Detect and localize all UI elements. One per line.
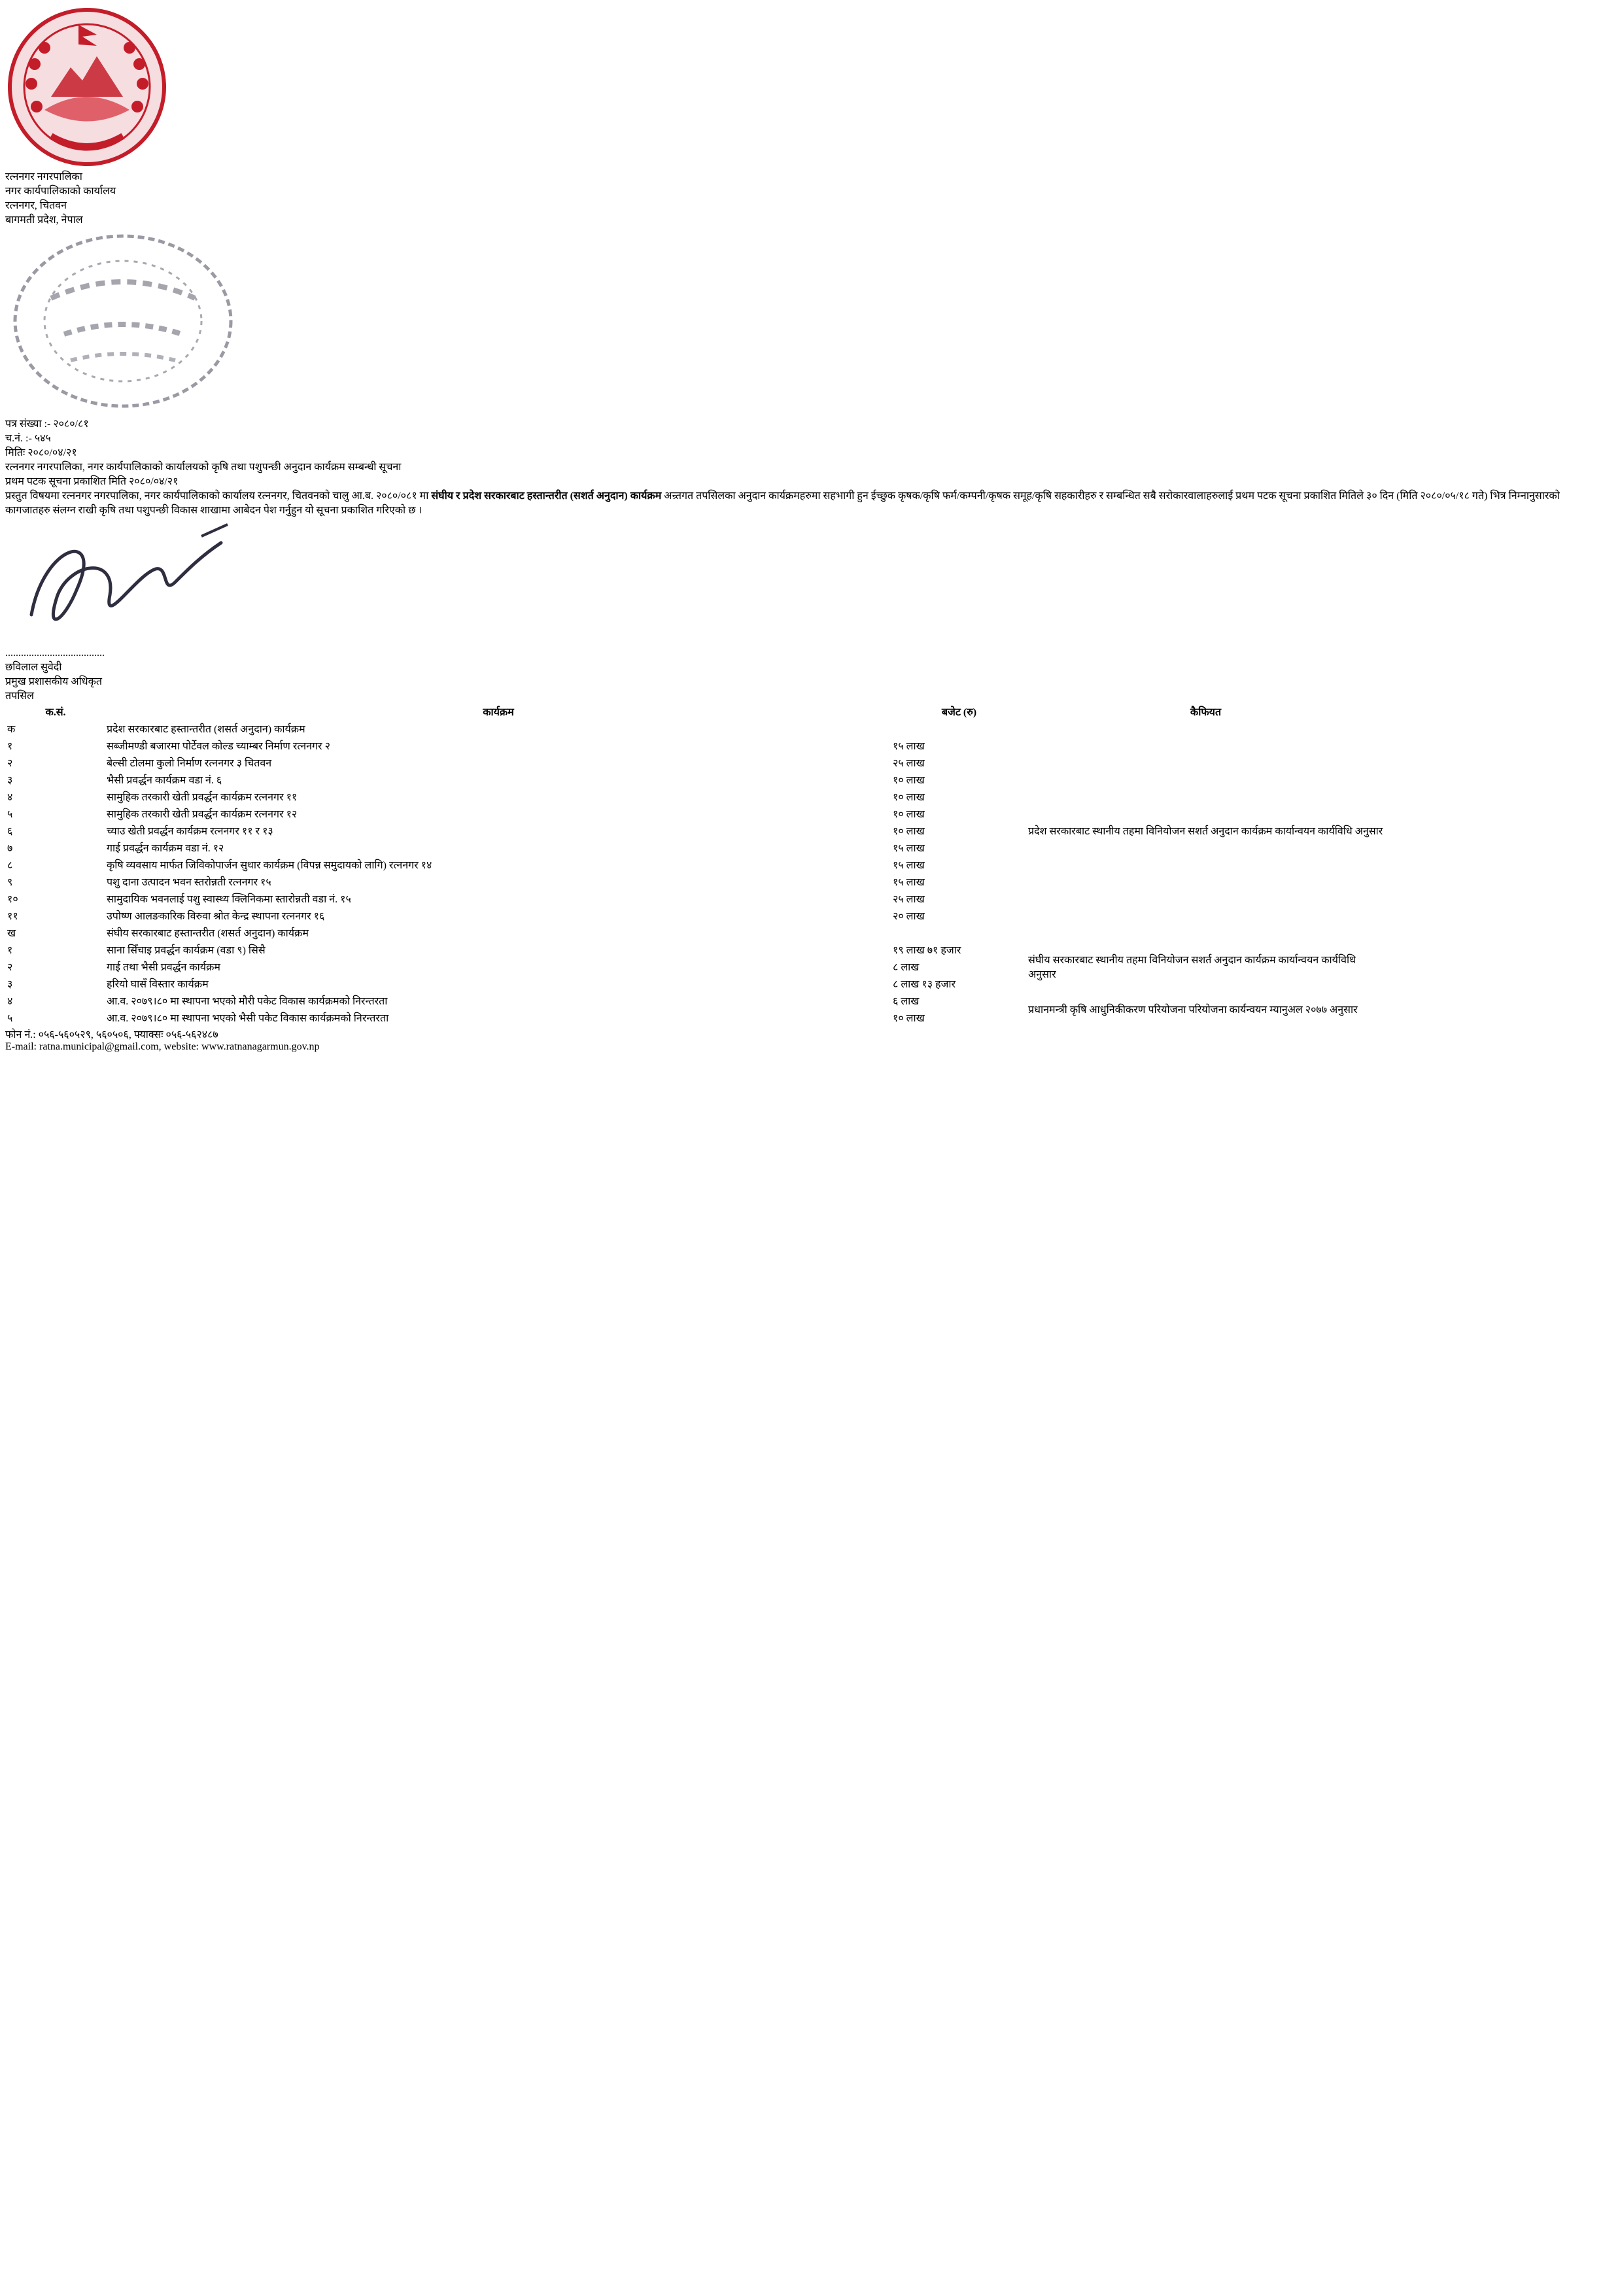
body-paragraph	[5, 488, 1598, 517]
row-serial: १	[7, 741, 13, 752]
row-program: सामुदायिक भवनलाई पशु स्वास्थ्य क्लिनिकमा स्तारोन्नती वडा नं. १५	[107, 894, 351, 905]
table-header-row	[7, 704, 1384, 719]
publish-date: प्रथम पटक सूचना प्रकाशित मिति २०८०/०४/२१	[5, 476, 179, 487]
row-serial: २	[7, 962, 13, 973]
row-budget: १५ लाख	[893, 843, 925, 854]
row-serial: १०	[7, 894, 18, 905]
row-program: सामुहिक तरकारी खेती प्रवर्द्धन कार्यक्रम रत्ननगर ११	[107, 792, 298, 803]
schedule-heading: तपसिल	[5, 691, 35, 702]
table-row	[7, 738, 1384, 753]
row-serial: ४	[7, 996, 13, 1007]
signatory-designation: प्रमुख प्रशासकीय अधिकृत	[5, 676, 103, 687]
row-program: साना सिँचाइ प्रवर्द्धन कार्यक्रम (वडा ९) सिसै	[107, 945, 266, 956]
row-budget: २५ लाख	[893, 894, 925, 905]
row-serial: ८	[7, 860, 13, 871]
row-program: सब्जीमण्डी बजारमा पोर्टेवल कोल्ड च्याम्बर निर्माण रत्ननगर २	[107, 741, 330, 752]
section-remarks-pmamp: प्रधानमन्त्री कृषि आधुनिकीकरण परियोजना परियोजना कार्यन्वयन म्यानुअल २०७७ अनुसार	[1028, 1004, 1358, 1016]
row-program: भैसी प्रवर्द्धन कार्यक्रम वडा नं. ६	[107, 775, 222, 786]
row-program: गाई तथा भैसी प्रवर्द्धन कार्यक्रम	[107, 962, 220, 973]
program-budget-table	[5, 702, 1385, 1027]
row-serial: ११	[7, 911, 18, 922]
signature-scribble	[5, 517, 1598, 647]
row-budget: १० लाख	[893, 792, 925, 803]
row-budget: १९ लाख ७१ हजार	[893, 945, 961, 956]
row-program: च्याउ खेती प्रवर्द्धन कार्यक्रम रत्ननगर ११ र १३	[107, 826, 273, 837]
header-remarks: कैफियत	[1190, 707, 1222, 718]
row-budget: १० लाख	[893, 1013, 925, 1024]
table-row	[7, 942, 1384, 957]
address-line-1: रत्ननगर, चितवन	[5, 200, 67, 211]
row-budget: १० लाख	[893, 826, 925, 837]
dispatch-number	[5, 430, 1598, 445]
row-budget: ६ लाख	[893, 996, 920, 1007]
body-part-2: अन्र्तगत तपसिलका अनुदान कार्यक्रमहरुमा सहभागी हुन ईच्छुक कृषक/कृषि फर्म/कम्पनी/कृषक समूह/कृषि सहकारीहरु र सम्बन्धित सबै सरोकारवालाहरुलाई प्रथम पटक सूचना प्रकाशित मितिले ३० दिन (मिति २०८०/०५/१८ गते) भित्र निम्नानुसारको कागजातहरु संलग्न राखी कृषि तथा पशुपन्छी विकास शाखामा आबेदन पेश गर्नुहुन यो सूचना प्रकाशित गरिएको छ ।	[5, 490, 1560, 516]
address-line-2: बागमती प्रदेश, नेपाल	[5, 214, 83, 226]
row-program: कृषि व्यवसाय मार्फत जिविकोपार्जन सुधार कार्यक्रम (विपन्न समुदायको लागि) रत्ननगर १४	[107, 860, 432, 871]
row-serial: ३	[7, 775, 13, 786]
table-row	[7, 993, 1384, 1008]
empty-cell	[1027, 925, 1384, 940]
section-title: प्रदेश सरकारबाट हस्तान्तरीत (शसर्त अनुदान) कार्यक्रम	[107, 724, 305, 735]
signatory-name: छविलाल सुवेदी	[5, 662, 62, 673]
row-program: आ.व. २०७९।८० मा स्थापना भएको मौरी पकेट विकास कार्यक्रमको निरन्तरता	[107, 996, 388, 1007]
row-program: बेल्सी टोलमा कुलो निर्माण रत्ननगर ३ चितवन	[107, 758, 272, 769]
row-budget: ८ लाख १३ हजार	[893, 979, 956, 990]
footer-email-website: E-mail: ratna.municipal@gmail.com, website: www.ratnanagarmun.gov.np	[5, 1041, 320, 1052]
empty-cell	[1027, 721, 1384, 736]
row-serial: ९	[7, 877, 13, 888]
row-serial: ७	[7, 843, 13, 854]
municipality-title: रत्ननगर नगरपालिका	[5, 171, 82, 182]
office-seal-stamp	[5, 226, 1598, 416]
body-bold-program: संघीय र प्रदेश सरकारबाट हस्तान्तरीत (सशर्त अनुदान) कार्यक्रम	[431, 490, 662, 502]
notice-subject: रत्ननगर नगरपालिका, नगर कार्यपालिकाको कार्यालयको कृषि तथा पशुपन्छी अनुदान कार्यक्रम सम्बन्धी सूचना	[5, 462, 402, 473]
row-budget: १५ लाख	[893, 860, 925, 871]
row-budget: १५ लाख	[893, 877, 925, 888]
section-remarks: प्रदेश सरकारबाट स्थानीय तहमा विनियोजन सशर्त अनुदान कार्यक्रम कार्यान्वयन कार्यविधि अनुसार	[1028, 826, 1383, 837]
empty-cell	[892, 721, 1026, 736]
footer-phone: फोन नं.: ०५६-५६०५२९, ५६०५०६, फ्याक्सः ०५६-५६२४८७	[5, 1029, 218, 1040]
section-code: क	[7, 724, 16, 735]
row-program: सामुहिक तरकारी खेती प्रवर्द्धन कार्यक्रम रत्ननगर १२	[107, 809, 298, 820]
empty-cell	[892, 925, 1026, 940]
letter-date: मितिः २०८०/०४/२१	[5, 447, 77, 458]
row-program: गाई प्रवर्द्धन कार्यक्रम वडा नं. १२	[107, 843, 224, 854]
row-budget: १० लाख	[893, 775, 925, 786]
row-budget: १० लाख	[893, 809, 925, 820]
row-budget: २० लाख	[893, 911, 925, 922]
letter-number: पत्र संख्या :- २०८०/८१	[5, 419, 89, 430]
row-budget: ८ लाख	[893, 962, 920, 973]
section-row-provincial	[7, 721, 1384, 736]
row-serial: ३	[7, 979, 13, 990]
row-serial: ४	[7, 792, 13, 803]
row-serial: ५	[7, 809, 13, 820]
signature-line: ......................................	[5, 647, 105, 659]
section-code: ख	[7, 928, 16, 939]
row-program: हरियो घासँ विस्तार कार्यक्रम	[107, 979, 209, 990]
section-remarks: संघीय सरकारबाट स्थानीय तहमा विनियोजन सशर्त अनुदान कार्यक्रम कार्यान्वयन कार्यविधि अनुसार	[1028, 955, 1356, 980]
dispatch-number-label: च.नं. :-	[5, 433, 32, 444]
body-part-1: प्रस्तुत विषयमा रत्ननगर नगरपालिका, नगर कार्यपालिकाको कार्यालय रत्ननगर, चितवनको चालु आ.ब. २०८०/०८१ मा	[5, 490, 429, 502]
row-program: पशु दाना उत्पादन भवन स्तरोन्नती रत्ननगर १५	[107, 877, 271, 888]
document-page	[5, 5, 1598, 1053]
row-serial: १	[7, 945, 13, 956]
office-subtitle: नगर कार्यपालिकाको कार्यालय	[5, 186, 116, 197]
section-row-federal	[7, 925, 1384, 940]
header-program: कार्यक्रम	[483, 707, 514, 718]
row-serial: ५	[7, 1013, 13, 1024]
dispatch-number-value: ५४५	[34, 433, 51, 444]
header-budget: बजेट (रु)	[941, 707, 977, 718]
row-budget: १५ लाख	[893, 741, 925, 752]
row-program: उपोष्ण आलङकारिक विरुवा श्रोत केन्द्र स्थापना रत्ननगर १६	[107, 911, 325, 922]
row-program: आ.व. २०७९।८० मा स्थापना भएको भैसी पकेट विकास कार्यक्रमको निरन्तरता	[107, 1013, 389, 1024]
row-serial: २	[7, 758, 13, 769]
nepal-emblem-logo	[5, 5, 1598, 169]
row-budget: २५ लाख	[893, 758, 925, 769]
row-serial: ६	[7, 826, 13, 837]
header-serial: क.सं.	[45, 707, 66, 718]
section-title: संघीय सरकारबाट हस्तान्तरीत (शसर्त अनुदान) कार्यक्रम	[107, 928, 309, 939]
